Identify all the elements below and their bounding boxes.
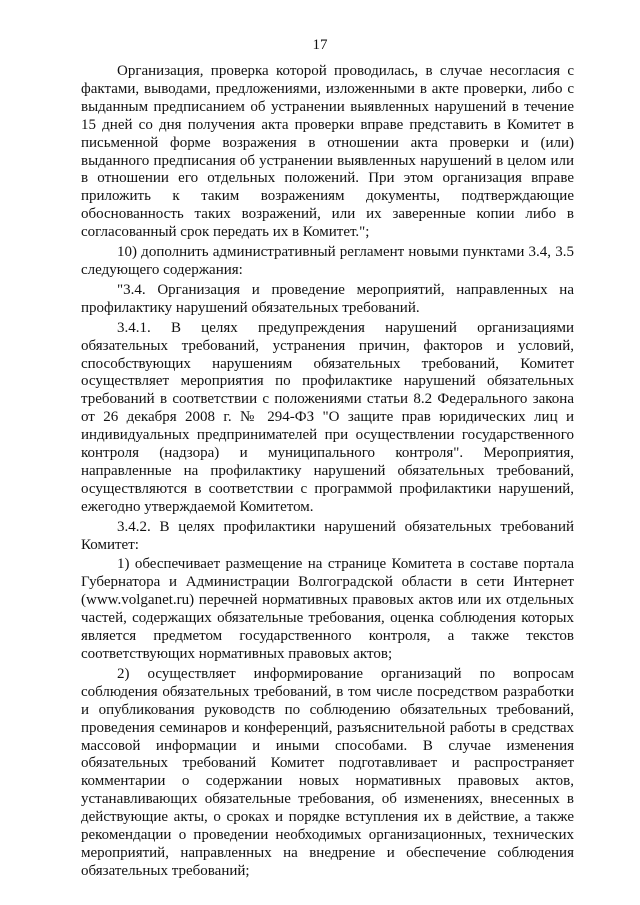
paragraph-subitem-1: 1) обеспечивает размещение на странице Комитета в составе портала Губернатора и Администрации Волгоградской области в сети Интернет (www.volganet.ru) перечней нормативных правовых актов или их отдельных частей, содержащих обязательные требования, оценка соблюдения которых является предметом государственного контроля, а также текстов соответствующих нормативных правовых актов; <box>81 556 574 662</box>
paragraph-item-10: 10) дополнить административный регламент новыми пунктами 3.4, 3.5 следующего содержания: <box>81 244 574 278</box>
paragraph-subitem-2: 2) осуществляет информирование организаций по вопросам соблюдения обязательных требований, в том числе посредством разработки и опубликования руководств по соблюдению обязательных требований, проведения семинаров и конференций, разъяснительной работы в средствах массовой информации и иными способами. В случае изменения обязательных требований Комитет подготавливает и распространяет комментарии о содержании новых нормативных правовых актов, устанавливающих обязательные требования, об изменениях, внесенных в действующие акты, о сроках и порядке вступления их в действие, а также рекомендации о проведении необходимых организационных, технических мероприятий, направленных на внедрение и обеспечение соблюдения обязательных требований; <box>81 665 574 879</box>
paragraph-section-3-4-2: 3.4.2. В целях профилактики нарушений обязательных требований Комитет: <box>81 518 574 553</box>
paragraph-section-3-4: "3.4. Организация и проведение мероприятий, направленных на профилактику нарушений обязательных требований. <box>81 281 574 316</box>
paragraph-section-3-4-1: 3.4.1. В целях предупреждения нарушений организациями обязательных требований, устранения причин, факторов и условий, способствующих нарушениям обязательных требований, Комитет осуществляет мероприятия по профилактике нарушений обязательных требований в соответствии с положениями статьи 8.2 Федерального закона от 26 декабря 2008 г. № 294-ФЗ "О защите прав юридических лиц и индивидуальных предпринимателей при осуществлении государственного контроля (надзора) и муниципального контроля". Мероприятия, направленные на профилактику нарушений обязательных требований, осуществляются в соответствии с программой профилактики нарушений, ежегодно утверждаемой Комитетом. <box>81 319 574 515</box>
document-body <box>81 63 574 881</box>
page-number: 17 <box>312 37 328 53</box>
paragraph-objections: Организация, проверка которой проводилась, в случае несогласия с фактами, выводами, предложениями, изложенными в акте проверки, либо с выданным предписанием об устранении выявленных нарушений в течение 15 дней со дня получения акта проверки вправе представить в Комитет в письменной форме возражения в отношении акта проверки и (или) выданного предписания об устранении выявленных нарушений в целом или в отношении его отдельных положений. При этом организация вправе приложить к таким возражениям документы, подтверждающие обоснованность таких возражений, или их заверенные копии либо в согласованный срок передать их в Комитет."; <box>81 63 574 241</box>
